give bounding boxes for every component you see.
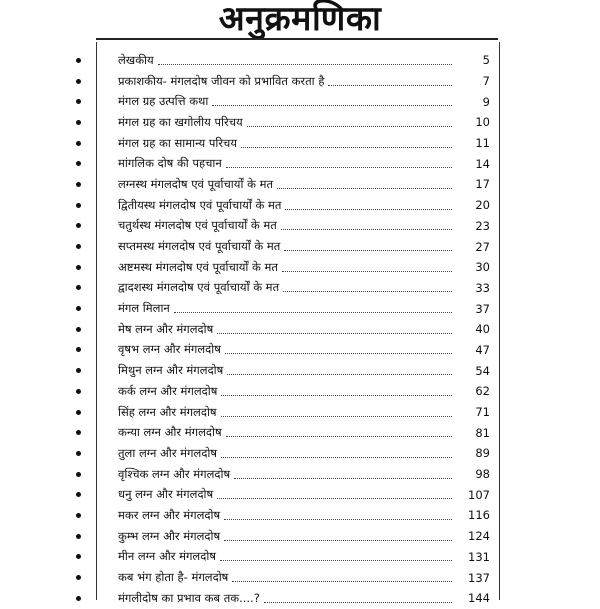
toc-page-number: 11 (475, 136, 490, 151)
dot-leader (224, 540, 452, 541)
toc-entry[interactable] (96, 236, 498, 257)
toc-entry[interactable] (96, 360, 498, 381)
toc-entry[interactable] (96, 319, 498, 340)
toc-page-number: 131 (468, 549, 490, 564)
toc-entry[interactable] (96, 443, 498, 464)
toc-entry[interactable] (96, 50, 498, 71)
toc-entry[interactable] (96, 464, 498, 485)
dot-leader (220, 560, 452, 561)
toc-entry[interactable] (96, 422, 498, 443)
toc-page-number: 27 (475, 239, 490, 254)
toc-page-number: 116 (468, 508, 490, 523)
toc-page-number: 33 (475, 280, 490, 295)
dot-leader (212, 105, 452, 106)
toc-entry[interactable] (96, 402, 498, 423)
dot-leader (221, 395, 452, 396)
toc-entry[interactable] (96, 195, 498, 216)
bullet-icon (76, 120, 81, 125)
dot-leader (282, 271, 452, 272)
toc-page-number: 37 (475, 301, 490, 316)
toc-entry[interactable] (96, 257, 498, 278)
dot-leader (232, 581, 452, 582)
toc-page-number: 98 (475, 467, 490, 482)
dot-leader (277, 188, 452, 189)
toc-page-number: 144 (468, 591, 490, 606)
toc-entry[interactable] (96, 71, 498, 92)
toc-entry-title: मिथुन लग्न और मंगलदोष (118, 363, 224, 378)
bullet-icon (76, 79, 81, 84)
toc-entry[interactable] (96, 340, 498, 361)
toc-entry-title: मांगलिक दोष की पहचान (118, 156, 222, 171)
toc-page-number: 5 (482, 53, 490, 68)
dot-leader (328, 85, 452, 86)
toc-entry-title: मंगलीदोष का प्रभाव कब तक....? (118, 590, 260, 605)
bullet-icon (76, 472, 81, 477)
dot-leader (285, 209, 452, 210)
bullet-icon (76, 141, 81, 146)
toc-entry-title: मकर लग्न और मंगलदोष (118, 507, 221, 522)
toc-entry-title: वृषभ लग्न और मंगलदोष (118, 342, 221, 357)
bullet-icon (76, 513, 81, 518)
toc-entry-title: द्वितीयस्थ मंगलदोष एवं पूर्वाचार्यों के मत (118, 197, 282, 212)
dot-leader (225, 353, 452, 354)
toc-entry-title: मंगल ग्रह का सामान्य परिचय (118, 135, 238, 150)
toc-page-number: 62 (475, 384, 490, 399)
toc-entry-title: मेष लग्न और मंगलदोष (118, 321, 214, 336)
dot-leader (221, 457, 452, 458)
dot-leader (284, 250, 452, 251)
toc-page-number: 40 (475, 322, 490, 337)
toc-page-number: 89 (475, 446, 490, 461)
header-divider (96, 38, 498, 40)
toc-page-number: 23 (475, 218, 490, 233)
toc-entry-title: मंगल मिलान (118, 301, 170, 316)
bullet-icon (76, 368, 81, 373)
toc-page-number: 71 (475, 405, 490, 420)
toc-entry-title: तुला लग्न और मंगलदोष (118, 445, 218, 460)
toc-entry-title: लेखकीय (118, 52, 154, 67)
bullet-icon (76, 182, 81, 187)
toc-page-number: 81 (475, 425, 490, 440)
toc-entry[interactable] (96, 381, 498, 402)
bullet-icon (76, 492, 81, 497)
toc-entry[interactable] (96, 298, 498, 319)
bullet-icon (76, 554, 81, 559)
dot-leader (221, 416, 452, 417)
bullet-icon (76, 265, 81, 270)
dot-leader (227, 374, 452, 375)
dot-leader (226, 436, 452, 437)
toc-entry-title: कन्या लग्न और मंगलदोष (118, 425, 222, 440)
toc-entry-title: सप्तमस्थ मंगलदोष एवं पूर्वाचार्यों के मत (118, 239, 281, 254)
bullet-icon (76, 451, 81, 456)
toc-entry-title: मंगल ग्रह उत्पत्ति कथा (118, 94, 209, 109)
bullet-icon (76, 430, 81, 435)
dot-leader (174, 312, 452, 313)
toc-page-number: 54 (475, 363, 490, 378)
toc-entry[interactable] (96, 526, 498, 547)
bullet-icon (76, 99, 81, 104)
bullet-icon (76, 306, 81, 311)
toc-page-number: 124 (468, 529, 490, 544)
toc-page-number: 17 (475, 177, 490, 192)
toc-page-number: 10 (475, 115, 490, 130)
dot-leader (281, 229, 452, 230)
table-of-contents (96, 50, 498, 609)
toc-entry[interactable] (96, 505, 498, 526)
toc-entry-title: द्वादशस्थ मंगलदोष एवं पूर्वाचार्यों के मत (118, 280, 280, 295)
dot-leader (241, 147, 452, 148)
bullet-icon (76, 58, 81, 63)
toc-entry[interactable] (96, 547, 498, 568)
dot-leader (226, 167, 452, 168)
toc-entry[interactable] (96, 133, 498, 154)
dot-leader (247, 126, 452, 127)
dot-leader (158, 64, 452, 65)
bullet-icon (76, 223, 81, 228)
bullet-icon (76, 161, 81, 166)
dot-leader (217, 498, 452, 499)
toc-entry-title: मीन लग्न और मंगलदोष (118, 549, 216, 564)
toc-entry-title: कब भंग होता है- मंगलदोष (118, 570, 229, 585)
toc-entry[interactable] (96, 216, 498, 237)
toc-entry[interactable] (96, 153, 498, 174)
toc-entry[interactable] (96, 484, 498, 505)
dot-leader (217, 333, 452, 334)
toc-entry-title: मंगल ग्रह का खगोलीय परिचय (118, 114, 243, 129)
toc-page-number: 30 (475, 260, 490, 275)
toc-entry[interactable] (96, 588, 498, 609)
bullet-icon (76, 575, 81, 580)
toc-entry-title: धनु लग्न और मंगलदोष (118, 487, 214, 502)
page-title: अनुक्रमणिका (213, 0, 388, 40)
toc-entry-title: चतुर्थस्थ मंगलदोष एवं पूर्वाचार्यों के मत (118, 218, 277, 233)
bullet-icon (76, 327, 81, 332)
bullet-icon (76, 244, 81, 249)
dot-leader (283, 291, 452, 292)
bullet-icon (76, 534, 81, 539)
page-header (0, 0, 600, 40)
toc-entry-title: लग्नस्थ मंगलदोष एवं पूर्वाचार्यों के मत (118, 176, 274, 191)
toc-page-number: 9 (482, 94, 490, 109)
toc-page-number: 47 (475, 342, 490, 357)
toc-page-number: 137 (468, 570, 490, 585)
toc-entry-title: प्रकाशकीय- मंगलदोष जीवन को प्रभावित करता है (118, 73, 325, 88)
toc-entry[interactable] (96, 174, 498, 195)
toc-page-number: 107 (468, 487, 490, 502)
bullet-icon (76, 285, 81, 290)
dot-leader (264, 602, 452, 603)
bullet-icon (76, 389, 81, 394)
toc-entry-title: वृश्चिक लग्न और मंगलदोष (118, 466, 231, 481)
toc-page-number: 7 (482, 74, 490, 89)
dot-leader (234, 478, 452, 479)
toc-entry[interactable] (96, 91, 498, 112)
toc-entry-title: सिंह लग्न और मंगलदोष (118, 404, 217, 419)
dot-leader (224, 519, 452, 520)
bullet-icon (76, 347, 81, 352)
toc-entry-title: अष्टमस्थ मंगलदोष एवं पूर्वाचार्यों के मत (118, 259, 278, 274)
bullet-icon (76, 203, 81, 208)
toc-page-number: 14 (475, 156, 490, 171)
toc-entry-title: कुम्भ लग्न और मंगलदोष (118, 528, 221, 543)
toc-entry-title: कर्क लग्न और मंगलदोष (118, 383, 218, 398)
toc-page-number: 20 (475, 198, 490, 213)
toc-entry[interactable] (96, 278, 498, 299)
bullet-icon (76, 410, 81, 415)
toc-entry[interactable] (96, 112, 498, 133)
toc-entry[interactable] (96, 567, 498, 588)
